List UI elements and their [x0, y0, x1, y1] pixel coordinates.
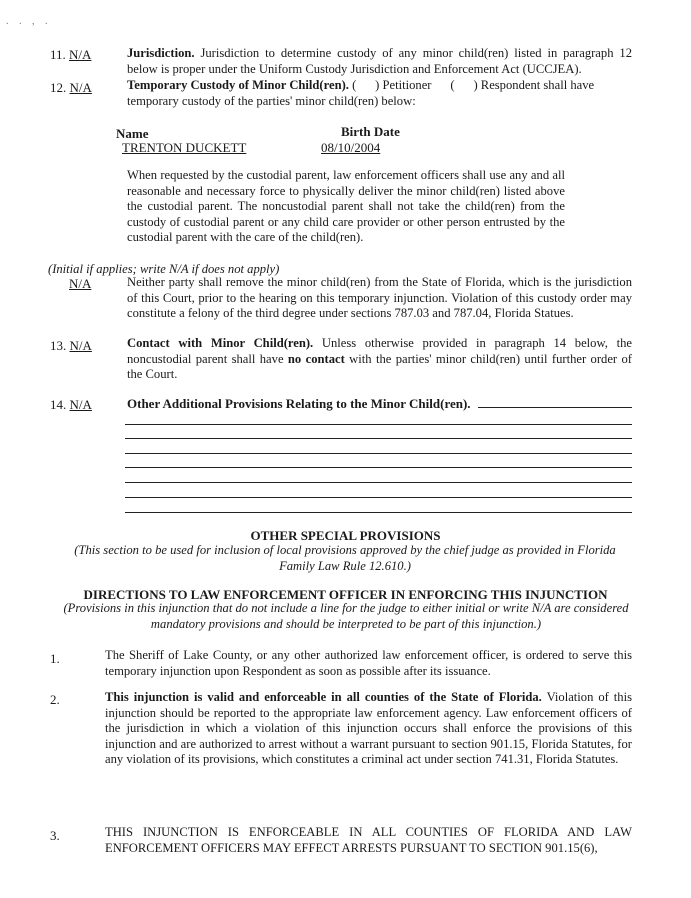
item-13-title: Contact with Minor Child(ren). [127, 336, 314, 350]
provision-line [125, 497, 632, 498]
item-13-text: Contact with Minor Child(ren). Unless otherwise provided in paragraph 14 below, the noncustodial parent shall have no contact with the parties' minor child(ren) until further order of the Court. [127, 336, 632, 382]
removal-text: Neither party shall remove the minor child(ren) from the State of Florida, which is the jurisdiction of this Court, prior to the hearing on this temporary injunction. Violation of this custody order may constitute a felony of the third degree under sections 787.03 and 787.04, Florida Statues. [127, 275, 632, 321]
item-14-fill-line [478, 407, 632, 408]
provision-line [125, 453, 632, 454]
provision-line [125, 438, 632, 439]
direction-1-text: The Sheriff of Lake County, or any other authorized law enforcement officer, is ordered to serve this temporary injunction upon Respondent as soon as possible after its issuance. [105, 648, 632, 678]
item-11-title: Jurisdiction. [127, 46, 195, 60]
item-12-options: ( ) Petitioner ( ) Respondent shall have [352, 78, 595, 92]
provision-line [125, 482, 632, 483]
item-12-body: temporary custody of the parties' minor child(ren) below: [127, 93, 416, 108]
direction-3-text: THIS INJUNCTION IS ENFORCEABLE IN ALL COUNTIES OF FLORIDA AND LAW ENFORCEMENT OFFICERS MAY EFFECT ARRESTS PURSUANT TO SECTION 901.15(6), [105, 825, 632, 855]
item-11-value: N/A [69, 47, 92, 62]
child-birth-date: 08/10/2004 [321, 140, 381, 155]
item-12-text [127, 78, 635, 109]
item-14-value: N/A [69, 397, 92, 412]
directions-note: (Provisions in this injunction that do not include a line for the judge to either initial or write N/A are considered mandatory provisions and should be interpreted to be part of this injunction.) [63, 601, 629, 631]
page-marks: . . , . [6, 16, 52, 27]
direction-2-bold: This injunction is valid and enforceable in all counties of the State of Florida. [105, 690, 542, 704]
item-11-number: 11. N/A [50, 47, 92, 62]
item-13-value: N/A [69, 338, 92, 353]
direction-2-text: This injunction is valid and enforceable in all counties of the State of Florida. Violation of this injunction should be reported to the appropriate law enforcement agency. Law enforcement officers of the jurisdiction in which a violation of this injunction occurs shall enforce the provisions of this injunction and are authorized to arrest without a warrant pursuant to section 901.15, Florida Statutes, for any violation of its provisions, which constitutes a criminal act under section 741.31, Florida Statutes. [105, 690, 632, 767]
direction-3-number: 3. [50, 828, 60, 843]
item-13-number: 13. N/A [50, 338, 92, 353]
direction-1-number: 1. [50, 651, 60, 666]
custody-paragraph: When requested by the custodial parent, law enforcement officers shall use any and all reasonable and necessary force to physically deliver the minor child(ren) listed above the custodial parent. The noncustodial parent shall not take the child(ren) from the custody of custodial parent or any child care provider or other person entrusted by the custodial parent with the care of the child(ren). [127, 168, 565, 245]
child-name: TRENTON DUCKETT [122, 140, 247, 155]
item-12-title: Temporary Custody of Minor Child(ren). [127, 78, 349, 92]
item-11-body: Jurisdiction to determine custody of any minor child(ren) listed in paragraph 12 below is proper under the Uniform Custody Jurisdiction and Enforcement Act (UCCJEA). [127, 46, 632, 76]
special-note: (This section to be used for inclusion of local provisions approved by the chief judge as provided in Florida Family Law Rule 12.610.) [74, 543, 616, 573]
no-contact-emphasis: no contact [287, 351, 345, 366]
direction-2-number: 2. [50, 692, 60, 707]
special-heading: OTHER SPECIAL PROVISIONS [250, 528, 441, 543]
item-14-number: 14. N/A [50, 397, 92, 412]
item-11-text [127, 46, 632, 77]
directions-heading: DIRECTIONS TO LAW ENFORCEMENT OFFICER IN ENFORCING THIS INJUNCTION [83, 587, 608, 602]
item-12-value: N/A [69, 80, 92, 95]
provision-line [125, 424, 632, 425]
initial-note: (Initial if applies; write N/A if does not apply) [48, 262, 280, 276]
col-name-label: Name [116, 126, 149, 141]
provision-line [125, 512, 632, 513]
item-14-title: Other Additional Provisions Relating to the Minor Child(ren). [127, 396, 471, 411]
item-12-number: 12. N/A [50, 80, 92, 95]
col-birth-label: Birth Date [341, 124, 400, 139]
removal-value: N/A [69, 276, 92, 291]
provision-line [125, 467, 632, 468]
